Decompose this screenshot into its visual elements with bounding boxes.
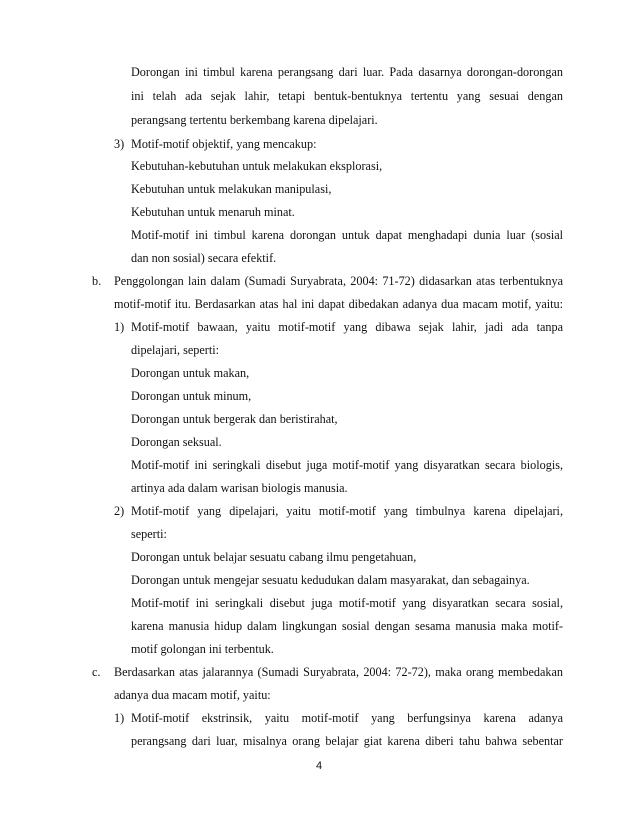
page-number: 4 [315,760,323,772]
list-marker: 1) [114,320,125,334]
text-line: artinya ada dalam warisan biologis manusia. [131,481,348,495]
list-marker: 3) [114,137,125,151]
list-marker: c. [92,665,101,679]
text-line: ini telah ada sejak lahir, tetapi bentuk-bentuknya tertentu yang sesuai dengan [131,89,563,103]
text-line: dan non sosial) secara efektif. [131,251,277,265]
text-line: Motif-motif bawaan, yaitu motif-motif yang dibawa sejak lahir, jadi ada tanpa [131,320,563,334]
text-line: Motif-motif yang dipelajari, yaitu motif-motif yang timbulnya karena dipelajari, [131,504,563,518]
text-line: Kebutuhan untuk melakukan manipulasi, [131,182,332,196]
text-line: Motif-motif ini timbul karena dorongan untuk dapat menghadapi dunia luar (sosial [131,228,563,242]
text-line: seperti: [131,527,167,541]
text-line: Motif-motif ekstrinsik, yaitu motif-motif yang berfungsinya karena adanya [131,711,563,725]
text-line: Dorongan untuk bergerak dan beristirahat, [131,412,338,426]
text-line: karena manusia hidup dalam lingkungan sosial dengan sesama manusia maka motif- [131,619,563,633]
text-line: Kebutuhan untuk menaruh minat. [131,205,295,219]
text-line: Motif-motif objektif, yang mencakup: [131,137,317,151]
text-line: Berdasarkan atas jalarannya (Sumadi Suryabrata, 2004: 72-72), maka orang membedakan [114,665,563,679]
text-line: Motif-motif ini seringkali disebut juga motif-motif yang disyaratkan secara biologis, [131,458,563,472]
text-line: perangsang dari luar, misalnya orang belajar giat karena diberi tahu bahwa sebentar [131,734,563,748]
text-line: adanya dua macam motif, yaitu: [114,688,271,702]
text-line: dipelajari, seperti: [131,343,219,357]
text-line: Dorongan ini timbul karena perangsang dari luar. Pada dasarnya dorongan-dorongan [131,65,563,79]
text-line: perangsang tertentu berkembang karena dipelajari. [131,113,378,127]
text-line: motif-motif itu. Berdasarkan atas hal ini dapat dibedakan adanya dua macam motif, yaitu: [114,297,563,311]
text-line: Dorongan seksual. [131,435,222,449]
list-marker: 2) [114,504,125,518]
text-line: Kebutuhan-kebutuhan untuk melakukan eksplorasi, [131,159,383,173]
list-marker: 1) [114,711,125,725]
text-line: motif golongan ini terbentuk. [131,642,274,656]
text-line: Dorongan untuk belajar sesuatu cabang ilmu pengetahuan, [131,550,417,564]
text-line: Motif-motif ini seringkali disebut juga motif-motif yang disyaratkan secara sosial, [131,596,563,610]
text-line: Dorongan untuk minum, [131,389,252,403]
list-marker: b. [92,274,102,288]
text-line: Penggolongan lain dalam (Sumadi Suryabrata, 2004: 71-72) didasarkan atas terbentuknya [114,274,563,288]
text-line: Dorongan untuk makan, [131,366,250,380]
text-line: Dorongan untuk mengejar sesuatu kedudukan dalam masyarakat, dan sebagainya. [131,573,530,587]
